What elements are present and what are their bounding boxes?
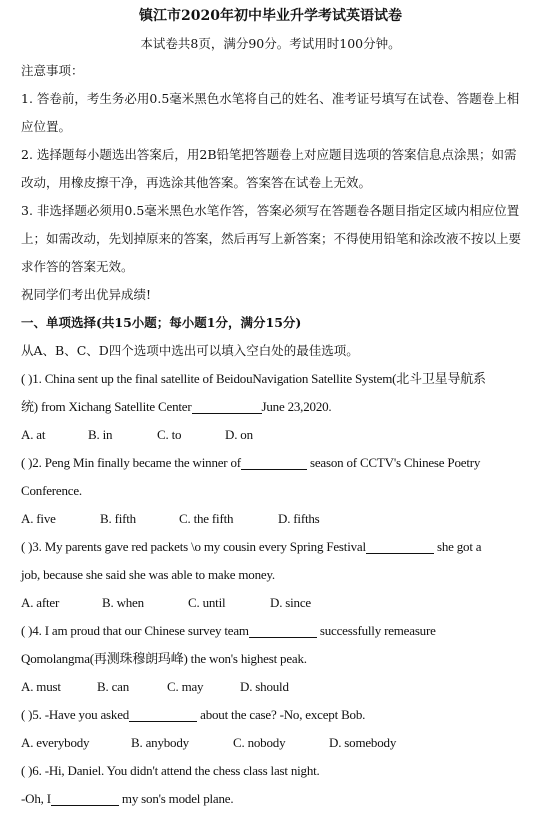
question-text: June 23,2020.	[261, 399, 332, 414]
option-d: D. on	[225, 427, 253, 442]
option-a: A. five	[21, 511, 56, 526]
question-text: ( )6. -Hi, Daniel. You didn't attend the chess class last night.	[21, 763, 320, 778]
answer-blank	[129, 707, 197, 722]
question-2-line-2	[21, 477, 520, 505]
wish-line: 祝同学们考出优异成绩!	[21, 287, 152, 302]
option-a: A. after	[21, 595, 60, 610]
answer-blank	[51, 791, 119, 806]
question-4-options	[21, 673, 520, 701]
question-text: ( )2. Peng Min finally became the winner of	[21, 455, 241, 470]
page-subtitle: 本试卷共8页，满分90分。考试用时100分钟。	[140, 36, 401, 51]
option-b: B. in	[88, 427, 113, 442]
option-d: D. somebody	[329, 735, 397, 750]
answer-blank	[366, 539, 434, 554]
notes-heading: 注意事项：	[21, 63, 84, 78]
option-c: C. to	[157, 427, 182, 442]
note-line: 1. 答卷前，考生务必用0.5毫米黑色水笔将自己的姓名、准考证号填写在试卷、答题卷上相	[21, 91, 520, 106]
answer-blank	[192, 399, 262, 414]
note-line: 2. 选择题每小题选出答案后，用2B铅笔把答题卷上对应题目选项的答案信息点涂黑；如需	[21, 147, 517, 162]
question-text: ( )1. China sent up the final satellite of BeidouNavigation Satellite System(北斗卫星导航系	[21, 371, 486, 386]
section-title: 一、单项选择(共15小题；每小题1分，满分15分)	[21, 315, 302, 330]
question-text: job, because she said she was able to make money.	[21, 567, 275, 582]
question-text: ( )5. -Have you asked	[21, 707, 130, 722]
option-a: A. must	[21, 679, 61, 694]
option-c: C. nobody	[233, 735, 286, 750]
note-line: 求作答的答案无效。	[21, 259, 134, 274]
question-text: Qomolangma(再测珠穆朗玛峰) the won's highest peak.	[21, 651, 307, 666]
question-1-line-1	[21, 365, 520, 393]
option-b: B. can	[97, 679, 130, 694]
question-text: Conference.	[21, 483, 82, 498]
question-1-line-2	[21, 393, 520, 421]
question-text: successfully remeasure	[316, 623, 436, 638]
question-4-line-2	[21, 645, 520, 673]
option-d: D. should	[240, 679, 289, 694]
question-2-line-1	[21, 449, 520, 477]
option-b: B. fifth	[100, 511, 136, 526]
section-instruction: 从A、B、C、D四个选项中选出可以填入空白处的最佳选项。	[21, 343, 359, 358]
question-6-line-1	[21, 757, 520, 785]
question-3-line-2	[21, 561, 520, 589]
option-b: B. when	[102, 595, 144, 610]
option-d: D. fifths	[278, 511, 320, 526]
question-text: she got a	[433, 539, 482, 554]
question-text: about the case? -No, except Bob.	[197, 707, 366, 722]
question-text: ( )4. I am proud that our Chinese survey team	[21, 623, 249, 638]
question-5-line-1	[21, 701, 520, 729]
question-2-options	[21, 505, 520, 533]
question-6-line-2	[21, 785, 520, 813]
note-line: 3. 非选择题必须用0.5毫米黑色水笔作答，答案必须写在答题卷各题目指定区域内相应位置	[21, 203, 520, 218]
option-c: C. until	[188, 595, 226, 610]
question-text: 统) from Xichang Satellite Center	[21, 399, 192, 414]
question-3-options	[21, 589, 520, 617]
answer-blank	[241, 455, 307, 470]
option-c: C. may	[167, 679, 204, 694]
question-text: ( )3. My parents gave red packets \o my cousin every Spring Festival	[21, 539, 366, 554]
question-text: my son's model plane.	[118, 791, 234, 806]
page-title: 镇江市2020年初中毕业升学考试英语试卷	[139, 8, 402, 24]
question-text: season of CCTV's Chinese Poetry	[306, 455, 481, 470]
question-4-line-1	[21, 617, 520, 645]
question-text: -Oh, I	[21, 791, 51, 806]
option-c: C. the fifth	[179, 511, 234, 526]
option-b: B. anybody	[131, 735, 189, 750]
note-line: 上；如需改动，先划掉原来的答案，然后再写上新答案；不得使用铅笔和涂改液不按以上要	[21, 231, 522, 246]
answer-blank	[249, 623, 317, 638]
question-3-line-1	[21, 533, 520, 561]
option-a: A. at	[21, 427, 46, 442]
option-a: A. everybody	[21, 735, 90, 750]
question-5-options	[21, 729, 520, 757]
option-d: D. since	[270, 595, 311, 610]
note-line: 改动，用橡皮擦干净，再选涂其他答案。答案答在试卷上无效。	[21, 175, 372, 190]
question-1-options	[21, 421, 520, 449]
note-line: 应位置。	[21, 119, 72, 134]
